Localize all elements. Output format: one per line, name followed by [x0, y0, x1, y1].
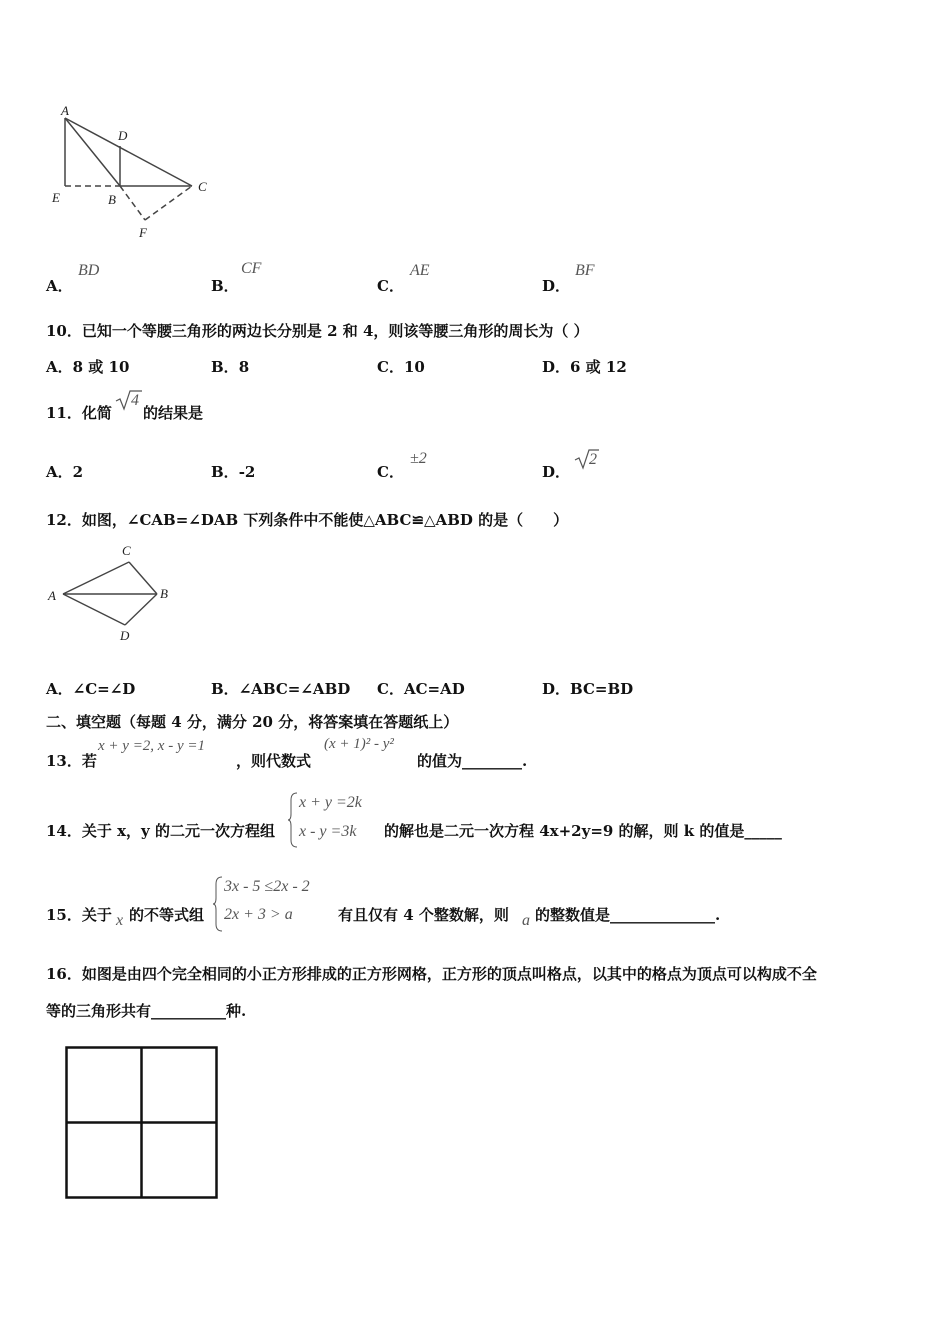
q11-suffix: 的结果是 [143, 404, 204, 422]
q15-brace [213, 876, 223, 932]
q11-option-c-letter[interactable]: C． [377, 463, 404, 481]
q12-option-b[interactable]: B．∠ABC=∠ABD [211, 680, 351, 698]
q10-text: 10．已知一个等腰三角形的两边长分别是 2 和 4，则该等腰三角形的周长为（ ） [46, 322, 589, 340]
q15-middle1: 的不等式组 [129, 906, 205, 924]
q10-option-a[interactable]: A．8 或 10 [46, 358, 130, 376]
q9-label-c: C [198, 179, 207, 194]
q11-option-c-value: ±2 [410, 450, 427, 467]
q14-suffix: 的解也是二元一次方程 4x+2y=9 的解，则 k 的值是_____ [384, 822, 782, 840]
q16-grid-figure [65, 1046, 218, 1199]
q11-prefix: 11．化简 [46, 404, 112, 422]
q13-condition: x + y =2, x - y =1 [98, 738, 205, 754]
q12-option-d[interactable]: D．BC=BD [542, 680, 634, 698]
q9-label-d: D [118, 128, 128, 143]
q12-label-a: A [48, 588, 56, 603]
section2-title: 二、填空题（每题 4 分，满分 20 分，将答案填在答题纸上） [46, 713, 459, 731]
q12-figure [45, 540, 175, 640]
q13-prefix: 13．若 [46, 752, 97, 770]
q11-option-d-value: 2 [589, 451, 597, 468]
q9-label-b: B [108, 192, 116, 207]
q9-option-c-value: AE [410, 262, 430, 279]
q12-label-c: C [122, 543, 131, 558]
q13-suffix: 的值为________. [417, 752, 528, 770]
q9-option-d-letter[interactable]: D． [542, 277, 571, 295]
q16-line2: 等的三角形共有__________种. [46, 1002, 247, 1020]
q15-var-a: a [522, 912, 530, 929]
q13-expression: (x + 1)² - y² [324, 736, 394, 752]
q9-label-f: F [139, 225, 147, 240]
q9-label-e: E [52, 190, 60, 205]
q9-figure [40, 100, 220, 245]
q12-text: 12．如图，∠CAB=∠DAB 下列条件中不能使△ABC≌△ABD 的是（ ） [46, 511, 569, 529]
q16-line1: 16．如图是由四个完全相同的小正方形排成的正方形网格，正方形的顶点叫格点，以其中的格点为顶点可以构成不全 [46, 965, 817, 983]
q15-middle2: 有且仅有 4 个整数解，则 [338, 906, 509, 924]
q10-option-c[interactable]: C．10 [377, 358, 425, 376]
q9-option-a-letter[interactable]: A． [46, 277, 73, 295]
q9-option-b-value: CF [241, 260, 262, 277]
q12-label-d: D [120, 628, 130, 643]
q15-ineq2: 2x + 3 > a [224, 906, 293, 923]
q15-prefix: 15．关于 [46, 906, 112, 924]
q9-figure-lines [65, 118, 192, 220]
q15-ineq1: 3x - 5 ≤2x - 2 [224, 878, 310, 895]
q9-label-a: A [61, 103, 69, 118]
q9-option-d-value: BF [575, 262, 595, 279]
q11-option-a[interactable]: A．2 [46, 463, 84, 481]
q11-radicand: 4 [131, 392, 139, 409]
q11-option-d-letter[interactable]: D． [542, 463, 571, 481]
q10-option-b[interactable]: B．8 [211, 358, 250, 376]
q10-option-d[interactable]: D．6 或 12 [542, 358, 627, 376]
q14-eq2: x - y =3k [299, 823, 357, 840]
q14-prefix: 14．关于 x，y 的二元一次方程组 [46, 822, 275, 840]
q13-middle: ，则代数式 [236, 752, 312, 770]
q14-brace [288, 792, 298, 848]
q12-option-a[interactable]: A．∠C=∠D [46, 680, 136, 698]
q12-option-c[interactable]: C．AC=AD [377, 680, 465, 698]
q11-option-b[interactable]: B．-2 [211, 463, 256, 481]
q14-eq1: x + y =2k [299, 794, 362, 811]
q9-option-a-value: BD [78, 262, 100, 279]
q12-label-b: B [160, 586, 168, 601]
q9-option-c-letter[interactable]: C． [377, 277, 404, 295]
q15-suffix: 的整数值是______________. [535, 906, 721, 924]
q15-var-x: x [116, 912, 124, 929]
q9-option-b-letter[interactable]: B． [211, 277, 239, 295]
